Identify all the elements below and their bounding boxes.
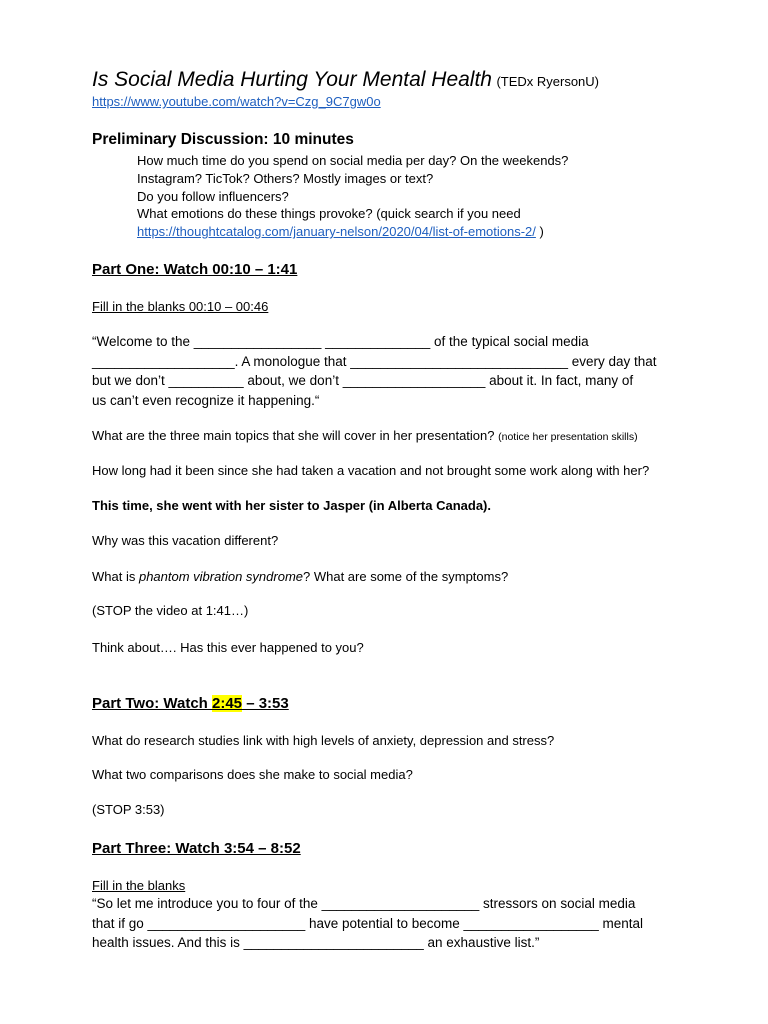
highlighted-time: 2:45 — [212, 695, 243, 712]
think-prompt: Think about…. Has this ever happened to you? — [92, 640, 364, 655]
quote-line: ___________________. A monologue that _____________________________ every day that — [92, 353, 657, 369]
prelim-heading: Preliminary Discussion: 10 minutes — [92, 131, 354, 148]
quote-line: “Welcome to the _________________ ______________ of the typical social media — [92, 334, 589, 349]
question-note: (notice her presentation skills) — [498, 431, 638, 443]
emotions-close: ) — [535, 224, 544, 240]
part-three-fill-label: Fill in the blanks — [92, 878, 186, 893]
quote-line: that if go _____________________ have potential to become __________________ mental — [92, 915, 643, 931]
part-one-quote — [92, 332, 692, 410]
question-research: What do research studies link with high levels of anxiety, depression and stress? — [92, 733, 555, 748]
emotions-link[interactable]: https://thoughtcatalog.com/january-nelson/2020/04/list-of-emotions-2/ — [137, 224, 536, 240]
stop-note: (STOP the video at 1:41…) — [92, 603, 249, 618]
prelim-question: Do you follow influencers? — [137, 188, 289, 204]
question-vacation: How long had it been since she had taken a vacation and not brought some work along with her? — [92, 463, 650, 478]
heading-text: – 3:53 — [242, 695, 289, 712]
prelim-questions — [137, 152, 568, 241]
question-text: What is — [92, 569, 139, 584]
question-text: ? What are some of the symptoms? — [303, 569, 509, 584]
question-topics — [92, 428, 638, 443]
phantom-term: phantom vibration syndrome — [138, 569, 303, 584]
heading-text: Part Two: Watch — [92, 695, 212, 712]
title-line — [92, 68, 599, 92]
emotions-line — [137, 223, 568, 241]
quote-line: us can’t even recognize it happening.“ — [92, 392, 320, 408]
jasper-statement: This time, she went with her sister to Jasper (in Alberta Canada). — [92, 498, 492, 513]
part-one-fill-label: Fill in the blanks 00:10 – 00:46 — [92, 299, 269, 314]
title-note: (TEDx RyersonU) — [496, 74, 600, 89]
question-different: Why was this vacation different? — [92, 533, 279, 548]
quote-line: health issues. And this is ________________________ an exhaustive list.” — [92, 935, 540, 950]
stop-note: (STOP 3:53) — [92, 802, 165, 817]
question-text: What are the three main topics that she will cover in her presentation? — [92, 428, 499, 443]
question-comparisons: What two comparisons does she make to social media? — [92, 767, 413, 782]
part-three-quote — [92, 894, 692, 953]
prelim-question: Instagram? TicTok? Others? Mostly images or text? — [137, 170, 434, 186]
quote-line: but we don’t __________ about, we don’t ___________________ about it. In fact, many of — [92, 373, 634, 388]
prelim-question: How much time do you spend on social media per day? On the weekends? — [137, 153, 569, 168]
part-one-heading: Part One: Watch 00:10 – 1:41 — [92, 261, 298, 278]
video-link[interactable]: https://www.youtube.com/watch?v=Czg_9C7gw0o — [92, 94, 381, 109]
part-two-heading — [92, 695, 289, 712]
prelim-question: What emotions do these things provoke? (quick search if you need — [137, 206, 521, 222]
part-three-heading: Part Three: Watch 3:54 – 8:52 — [92, 840, 301, 857]
page-title: Is Social Media Hurting Your Mental Health — [92, 68, 492, 91]
quote-line: “So let me introduce you to four of the _____________________ stressors on social media — [92, 896, 636, 911]
question-phantom — [92, 569, 508, 584]
